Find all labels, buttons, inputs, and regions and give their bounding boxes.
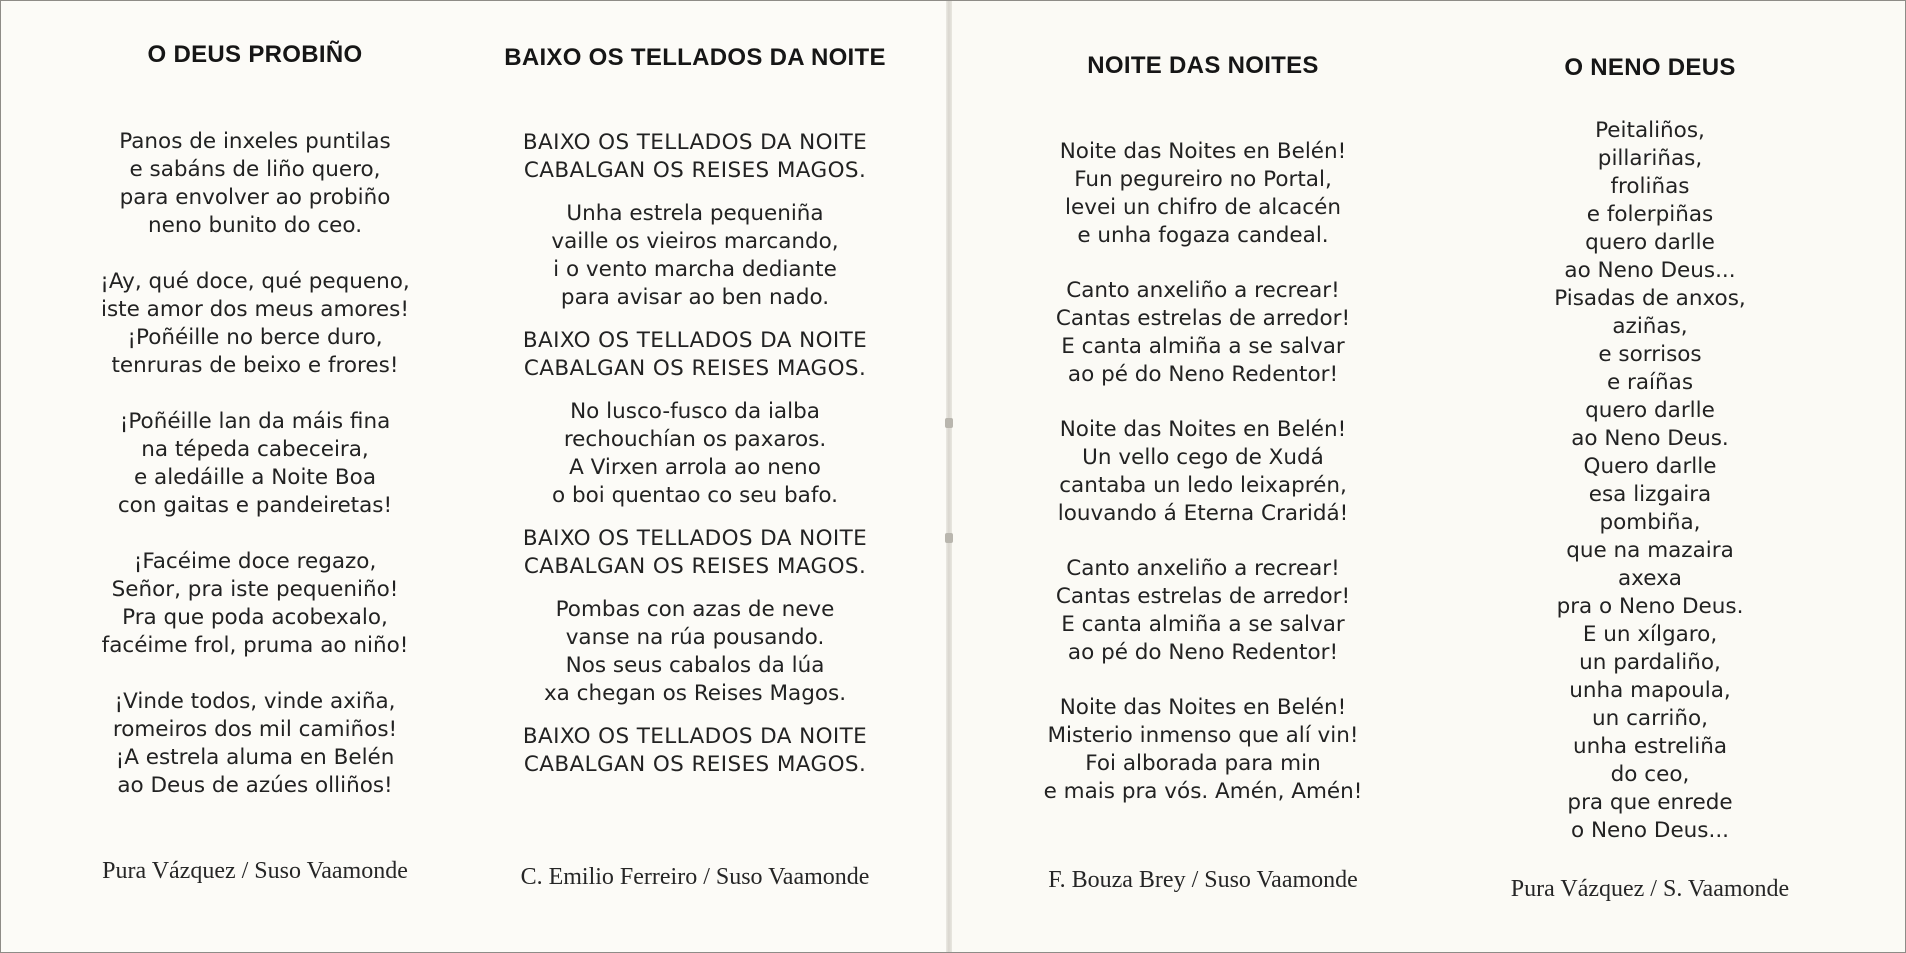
lyric-line: un carriño, xyxy=(1592,706,1708,731)
lyric-line: ¡Facéime doce regazo, xyxy=(133,549,377,574)
lyric-line: Nos seus cabalos da lúa xyxy=(565,653,825,678)
lyric-line: Noite das Noites en Belén! xyxy=(1059,417,1347,442)
lyric-line: na tépeda cabeceira, xyxy=(141,437,369,462)
lyric-line: e sabáns de liño quero, xyxy=(129,157,381,182)
song-credit: C. Emilio Ferreiro / Suso Vaamonde xyxy=(520,864,870,890)
lyric-line: Quero darlle xyxy=(1583,454,1717,479)
lyric-line: louvando á Eterna Craridá! xyxy=(1057,501,1349,526)
stanza xyxy=(1450,117,1850,845)
song-noite-das-noites-lyrics xyxy=(1003,138,1403,806)
lyric-line: esa lizgaira xyxy=(1588,482,1712,507)
lyric-line: CABALGAN OS REISES MAGOS. xyxy=(523,752,867,777)
lyric-line: unha estreliña xyxy=(1572,734,1728,759)
song-title: O NENO DEUS xyxy=(1564,54,1736,81)
lyric-line: CABALGAN OS REISES MAGOS. xyxy=(523,158,867,183)
stanza xyxy=(1003,694,1403,806)
lyric-line: para avisar ao ben nado. xyxy=(560,285,830,310)
lyric-line: No lusco-fusco da ialba xyxy=(570,399,820,424)
lyric-line: E canta almiña a se salvar xyxy=(1061,334,1345,359)
lyric-line: CABALGAN OS REISES MAGOS. xyxy=(523,554,867,579)
lyric-line: Panos de inxeles puntilas xyxy=(119,129,391,154)
lyric-line: neno bunito do ceo. xyxy=(147,213,363,238)
stanza xyxy=(1003,416,1403,528)
song-o-deus-probino xyxy=(55,40,455,70)
lyric-line: ¡Ay, qué doce, qué pequeno, xyxy=(100,269,410,294)
lyric-line: quero darlle xyxy=(1585,230,1715,255)
stanza xyxy=(55,408,455,520)
lyric-line: ¡Poñéille no berce duro, xyxy=(127,325,383,350)
lyric-line: pombiña, xyxy=(1599,510,1701,535)
lyric-line: con gaitas e pandeiretas! xyxy=(117,493,393,518)
lyric-line: romeiros dos mil camiños! xyxy=(112,717,398,742)
lyric-line: xa chegan os Reises Magos. xyxy=(543,681,847,706)
lyric-line: pra que enrede xyxy=(1567,790,1733,815)
lyric-line: E canta almiña a se salvar xyxy=(1061,612,1345,637)
lyric-line: BAIXO OS TELLADOS DA NOITE xyxy=(522,526,868,551)
stanza xyxy=(55,128,455,240)
lyric-line: ao pé do Neno Redentor! xyxy=(1067,640,1339,665)
lyric-line: CABALGAN OS REISES MAGOS. xyxy=(523,356,867,381)
song-o-neno-deus-lyrics xyxy=(1450,117,1850,845)
lyric-line: ao Deus de azúes olliños! xyxy=(117,773,393,798)
lyric-line: ¡A estrela aluma en Belén xyxy=(115,745,395,770)
lyric-line: ao pé do Neno Redentor! xyxy=(1067,362,1339,387)
lyric-line: o boi quentao co seu bafo. xyxy=(551,483,839,508)
lyric-line: rechouchían os paxaros. xyxy=(563,427,827,452)
lyric-line: axexa xyxy=(1618,566,1682,591)
lyric-line: Cantas estrelas de arredor! xyxy=(1055,584,1351,609)
lyric-line: tenruras de beixo e frores! xyxy=(111,353,399,378)
lyric-line: vaille os vieiros marcando, xyxy=(551,229,839,254)
lyric-line: ¡Poñéille lan da máis fina xyxy=(119,409,391,434)
stanza xyxy=(1003,555,1403,667)
lyric-line: quero darlle xyxy=(1585,398,1715,423)
lyric-line: ¡Vinde todos, vinde axiña, xyxy=(114,689,396,714)
booklet-fold xyxy=(946,0,952,953)
stanza xyxy=(55,688,455,800)
lyric-line: e mais pra vós. Amén, Amén! xyxy=(1043,779,1363,804)
stanza xyxy=(1003,138,1403,250)
song-o-deus-probino-lyrics xyxy=(55,128,455,800)
lyric-line: Noite das Noites en Belén! xyxy=(1059,695,1347,720)
lyric-line: iste amor dos meus amores! xyxy=(101,297,409,322)
lyric-line: BAIXO OS TELLADOS DA NOITE xyxy=(522,724,868,749)
lyric-line: Unha estrela pequeniña xyxy=(566,201,824,226)
lyric-line: e raíñas xyxy=(1606,370,1694,395)
lyric-line: aziñas, xyxy=(1612,314,1688,339)
refrain-stanza xyxy=(470,723,920,779)
lyric-line: A Virxen arrola ao neno xyxy=(569,455,821,480)
song-baixo-os-tellados-lyrics xyxy=(470,129,920,779)
staple-top xyxy=(945,418,953,428)
lyric-line: Señor, pra iste pequeniño! xyxy=(111,577,399,602)
lyric-line: Canto anxeliño a recrear! xyxy=(1066,278,1340,303)
lyric-line: ao Neno Deus. xyxy=(1571,426,1729,451)
lyric-line: Pra que poda acobexalo, xyxy=(122,605,388,630)
lyric-line: e unha fogaza candeal. xyxy=(1077,223,1329,248)
refrain-stanza xyxy=(470,327,920,383)
lyric-line: do ceo, xyxy=(1610,762,1690,787)
stanza xyxy=(470,200,920,312)
lyric-line: Pisadas de anxos, xyxy=(1554,286,1746,311)
lyric-line: un pardaliño, xyxy=(1579,650,1721,675)
lyric-line: Canto anxeliño a recrear! xyxy=(1066,556,1340,581)
lyric-line: Un vello cego de Xudá xyxy=(1082,445,1324,470)
lyric-line: BAIXO OS TELLADOS DA NOITE xyxy=(522,130,868,155)
song-credit: Pura Vázquez / S. Vaamonde xyxy=(1510,876,1790,902)
lyric-line: i o vento marcha dediante xyxy=(553,257,837,282)
lyric-line: Noite das Noites en Belén! xyxy=(1059,139,1347,164)
stanza xyxy=(55,268,455,380)
staple-bottom xyxy=(945,533,953,543)
refrain-stanza xyxy=(470,129,920,185)
refrain-stanza xyxy=(470,525,920,581)
song-credit: Pura Vázquez / Suso Vaamonde xyxy=(102,858,408,884)
song-baixo-os-tellados xyxy=(470,43,920,73)
lyric-line: e sorrisos xyxy=(1598,342,1702,367)
lyric-line: vanse na rúa pousando. xyxy=(565,625,825,650)
lyric-line: Fun pegureiro no Portal, xyxy=(1074,167,1332,192)
song-credit: F. Bouza Brey / Suso Vaamonde xyxy=(1048,867,1358,893)
lyric-line: Foi alborada para min xyxy=(1085,751,1321,776)
stanza xyxy=(1003,277,1403,389)
lyric-line: que na mazaira xyxy=(1566,538,1734,563)
lyric-line: E un xílgaro, xyxy=(1582,622,1718,647)
stanza xyxy=(470,596,920,708)
lyric-line: facéime frol, pruma ao niño! xyxy=(101,633,409,658)
song-title: BAIXO OS TELLADOS DA NOITE xyxy=(504,44,886,71)
lyric-line: BAIXO OS TELLADOS DA NOITE xyxy=(522,328,868,353)
lyric-line: pillariñas, xyxy=(1597,146,1703,171)
lyric-line: froliñas xyxy=(1610,174,1690,199)
lyric-line: Misterio inmenso que alí vin! xyxy=(1047,723,1359,748)
lyric-line: para envolver ao probiño xyxy=(119,185,391,210)
stanza xyxy=(55,548,455,660)
lyric-line: cantaba un ledo leixaprén, xyxy=(1059,473,1347,498)
lyric-line: pra o Neno Deus. xyxy=(1556,594,1744,619)
lyric-line: ao Neno Deus... xyxy=(1564,258,1736,283)
lyric-line: e aledáille a Noite Boa xyxy=(133,465,377,490)
song-o-neno-deus xyxy=(1450,53,1850,83)
song-title: NOITE DAS NOITES xyxy=(1087,52,1319,79)
lyric-line: levei un chifro de alcacén xyxy=(1065,195,1341,220)
song-title: O DEUS PROBIÑO xyxy=(147,41,363,68)
lyric-line: o Neno Deus... xyxy=(1570,818,1730,843)
stanza xyxy=(470,398,920,510)
lyric-line: unha mapoula, xyxy=(1569,678,1731,703)
lyric-line: Peitaliños, xyxy=(1595,118,1705,143)
lyric-line: Cantas estrelas de arredor! xyxy=(1055,306,1351,331)
lyric-line: e folerpiñas xyxy=(1586,202,1714,227)
song-noite-das-noites xyxy=(1003,51,1403,81)
lyric-line: Pombas con azas de neve xyxy=(555,597,835,622)
